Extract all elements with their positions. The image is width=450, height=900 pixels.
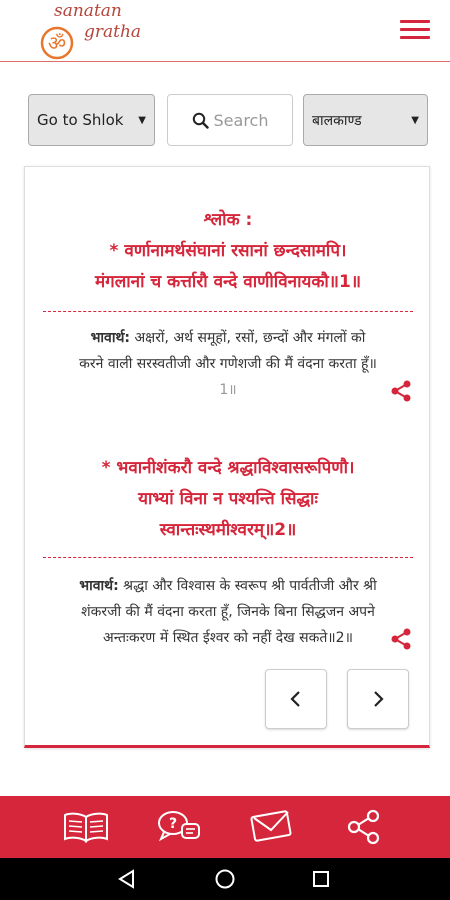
shlok-verse-1 bbox=[25, 205, 431, 298]
chat-question-icon[interactable] bbox=[154, 807, 204, 847]
meaning-text: करने वाली सरस्वतीजी और गणेशजी की मैं वंदना करता हूँ॥ bbox=[79, 356, 377, 372]
home-icon[interactable] bbox=[212, 866, 238, 892]
divider bbox=[43, 557, 413, 558]
om-logo-icon bbox=[40, 26, 74, 60]
system-nav-bar bbox=[0, 858, 450, 900]
chevron-right-icon bbox=[371, 689, 385, 709]
search-button[interactable] bbox=[167, 94, 293, 146]
mail-icon[interactable] bbox=[246, 807, 296, 847]
shlok-verse-2 bbox=[25, 453, 431, 546]
dropdown-arrow-icon: ▼ bbox=[138, 115, 146, 126]
kanda-select[interactable] bbox=[303, 94, 428, 146]
next-button[interactable] bbox=[347, 669, 409, 729]
hamburger-menu-icon[interactable] bbox=[400, 20, 430, 42]
divider bbox=[43, 311, 413, 312]
meaning-label: भावार्थ: bbox=[90, 330, 131, 346]
share-icon[interactable] bbox=[389, 379, 413, 403]
verse-line: मंगलानां च कर्त्तारौ वन्दे वाणीविनायकौ॥1॥ bbox=[94, 272, 362, 292]
verse-line: * वर्णानामर्थसंघानां रसानां छन्दसामपि। bbox=[109, 241, 347, 261]
goto-shlok-label: Go to Shlok bbox=[37, 111, 124, 129]
dropdown-arrow-icon: ▼ bbox=[411, 115, 419, 126]
verse-line: श्लोक : bbox=[203, 210, 253, 230]
svg-text:?: ? bbox=[168, 816, 177, 832]
app-header bbox=[0, 0, 450, 62]
shlok-card bbox=[24, 166, 430, 748]
book-icon[interactable] bbox=[61, 807, 111, 847]
search-placeholder: Search bbox=[213, 110, 269, 130]
verse-line: * भवानीशंकरौ वन्दे श्रद्धाविश्वासरूपिणौ। bbox=[101, 458, 355, 478]
shlok-meaning-2 bbox=[27, 573, 429, 651]
meaning-text: श्रद्धा और विश्वास के स्वरूप श्री पार्वतीजी और श्री bbox=[118, 578, 377, 594]
recent-apps-icon[interactable] bbox=[308, 866, 334, 892]
logo-text-line2: gratha bbox=[84, 22, 142, 42]
svg-text:ॐ: ॐ bbox=[47, 31, 67, 55]
previous-button[interactable] bbox=[265, 669, 327, 729]
logo-text-line1: sanatan bbox=[54, 1, 122, 21]
kanda-label: बालकाण्ड bbox=[312, 112, 362, 129]
bottom-nav-bar bbox=[0, 796, 450, 858]
chevron-left-icon bbox=[289, 689, 303, 709]
app-logo[interactable] bbox=[40, 1, 180, 58]
meaning-text: अक्षरों, अर्थ समूहों, रसों, छन्दों और मंगलों को bbox=[130, 330, 366, 346]
share-icon[interactable] bbox=[389, 627, 413, 651]
share-icon[interactable] bbox=[339, 807, 389, 847]
goto-shlok-select[interactable] bbox=[28, 94, 155, 146]
verse-line: स्वान्तःस्थमीश्वरम्‌॥2॥ bbox=[159, 520, 297, 540]
controls-row bbox=[28, 94, 430, 146]
meaning-text: शंकरजी की मैं वंदना करता हूँ, जिनके बिना सिद्धजन अपने bbox=[81, 604, 375, 620]
verse-line: याभ्यां विना न पश्यन्ति सिद्धाः bbox=[138, 489, 318, 509]
shlok-meaning-1 bbox=[27, 325, 429, 403]
meaning-text: अन्तःकरण में स्थित ईश्वर को नहीं देख सकते॥2॥ bbox=[103, 630, 353, 646]
meaning-label: भावार्थ: bbox=[79, 578, 119, 594]
search-icon bbox=[192, 112, 209, 129]
back-icon[interactable] bbox=[114, 866, 140, 892]
meaning-text: 1॥ bbox=[219, 382, 237, 398]
